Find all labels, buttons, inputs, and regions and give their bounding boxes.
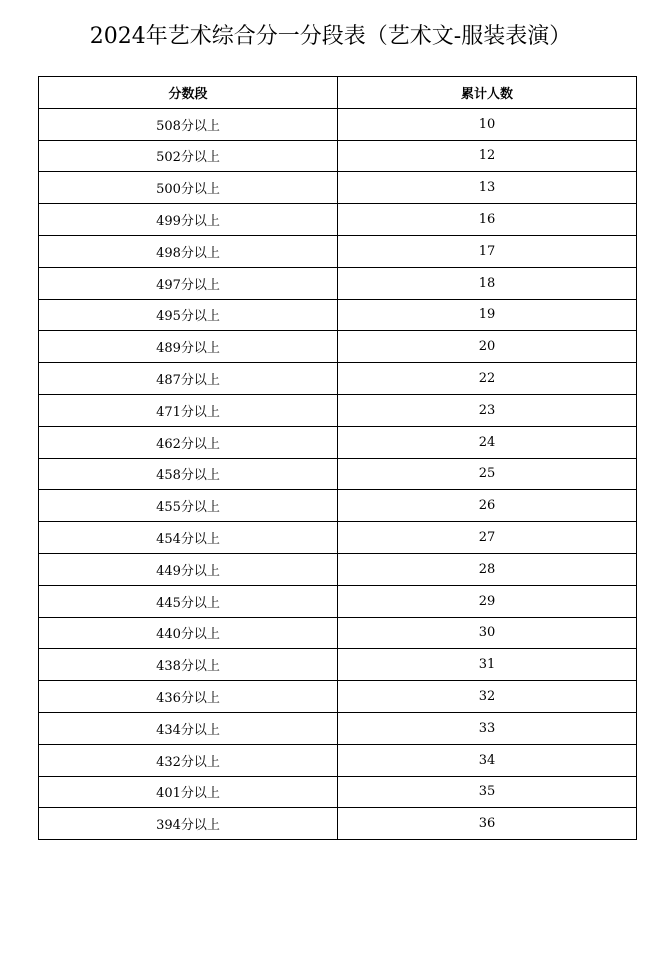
cumulative-count-cell: 12 — [338, 140, 637, 172]
cumulative-count-cell: 25 — [338, 458, 637, 490]
score-range-cell: 458分以上 — [39, 458, 338, 490]
table-row — [39, 553, 637, 585]
score-range-cell: 454分以上 — [39, 522, 338, 554]
cumulative-count-cell: 22 — [338, 363, 637, 395]
table-row — [39, 235, 637, 267]
table-row — [39, 712, 637, 744]
cumulative-count-cell: 23 — [338, 394, 637, 426]
table-row — [39, 744, 637, 776]
cumulative-count-cell: 16 — [338, 204, 637, 236]
cumulative-count-cell: 13 — [338, 172, 637, 204]
table-row — [39, 108, 637, 140]
page-title: 2024年艺术综合分一分段表（艺术文-服装表演） — [89, 24, 572, 49]
cumulative-count-cell: 34 — [338, 744, 637, 776]
score-range-cell: 471分以上 — [39, 394, 338, 426]
score-range-cell: 489分以上 — [39, 331, 338, 363]
table-row — [39, 394, 637, 426]
cumulative-count-cell: 32 — [338, 681, 637, 713]
table-row — [39, 776, 637, 808]
score-range-cell: 401分以上 — [39, 776, 338, 808]
score-range-cell: 445分以上 — [39, 585, 338, 617]
cumulative-count-cell: 28 — [338, 553, 637, 585]
table-row — [39, 363, 637, 395]
cumulative-count-cell: 35 — [338, 776, 637, 808]
score-range-cell: 432分以上 — [39, 744, 338, 776]
cumulative-count-cell: 26 — [338, 490, 637, 522]
score-range-cell: 508分以上 — [39, 108, 338, 140]
cumulative-count-cell: 27 — [338, 522, 637, 554]
table-row — [39, 331, 637, 363]
table-row — [39, 649, 637, 681]
cumulative-count-cell: 30 — [338, 617, 637, 649]
score-range-cell: 495分以上 — [39, 299, 338, 331]
column-header-score-range: 分数段 — [39, 77, 338, 109]
score-range-cell: 499分以上 — [39, 204, 338, 236]
table-row — [39, 458, 637, 490]
table-row — [39, 808, 637, 840]
table-row — [39, 681, 637, 713]
score-range-cell: 487分以上 — [39, 363, 338, 395]
cumulative-count-cell: 10 — [338, 108, 637, 140]
score-range-cell: 498分以上 — [39, 235, 338, 267]
score-range-cell: 455分以上 — [39, 490, 338, 522]
cumulative-count-cell: 18 — [338, 267, 637, 299]
table-header-row — [39, 77, 637, 109]
score-range-cell: 502分以上 — [39, 140, 338, 172]
score-range-cell: 436分以上 — [39, 681, 338, 713]
score-range-cell: 497分以上 — [39, 267, 338, 299]
table-body — [39, 108, 637, 839]
cumulative-count-cell: 36 — [338, 808, 637, 840]
cumulative-count-cell: 24 — [338, 426, 637, 458]
table-row — [39, 299, 637, 331]
cumulative-count-cell: 17 — [338, 235, 637, 267]
table-row — [39, 585, 637, 617]
cumulative-count-cell: 29 — [338, 585, 637, 617]
score-range-cell: 438分以上 — [39, 649, 338, 681]
table-row — [39, 267, 637, 299]
table-row — [39, 140, 637, 172]
score-table-container — [38, 76, 636, 840]
score-range-cell: 440分以上 — [39, 617, 338, 649]
score-distribution-table — [38, 76, 637, 840]
cumulative-count-cell: 33 — [338, 712, 637, 744]
score-range-cell: 434分以上 — [39, 712, 338, 744]
table-row — [39, 617, 637, 649]
table-row — [39, 522, 637, 554]
column-header-cumulative-count: 累计人数 — [338, 77, 637, 109]
score-range-cell: 394分以上 — [39, 808, 338, 840]
cumulative-count-cell: 19 — [338, 299, 637, 331]
table-row — [39, 172, 637, 204]
score-range-cell: 462分以上 — [39, 426, 338, 458]
score-range-cell: 449分以上 — [39, 553, 338, 585]
table-row — [39, 204, 637, 236]
table-row — [39, 426, 637, 458]
cumulative-count-cell: 31 — [338, 649, 637, 681]
table-row — [39, 490, 637, 522]
score-range-cell: 500分以上 — [39, 172, 338, 204]
cumulative-count-cell: 20 — [338, 331, 637, 363]
